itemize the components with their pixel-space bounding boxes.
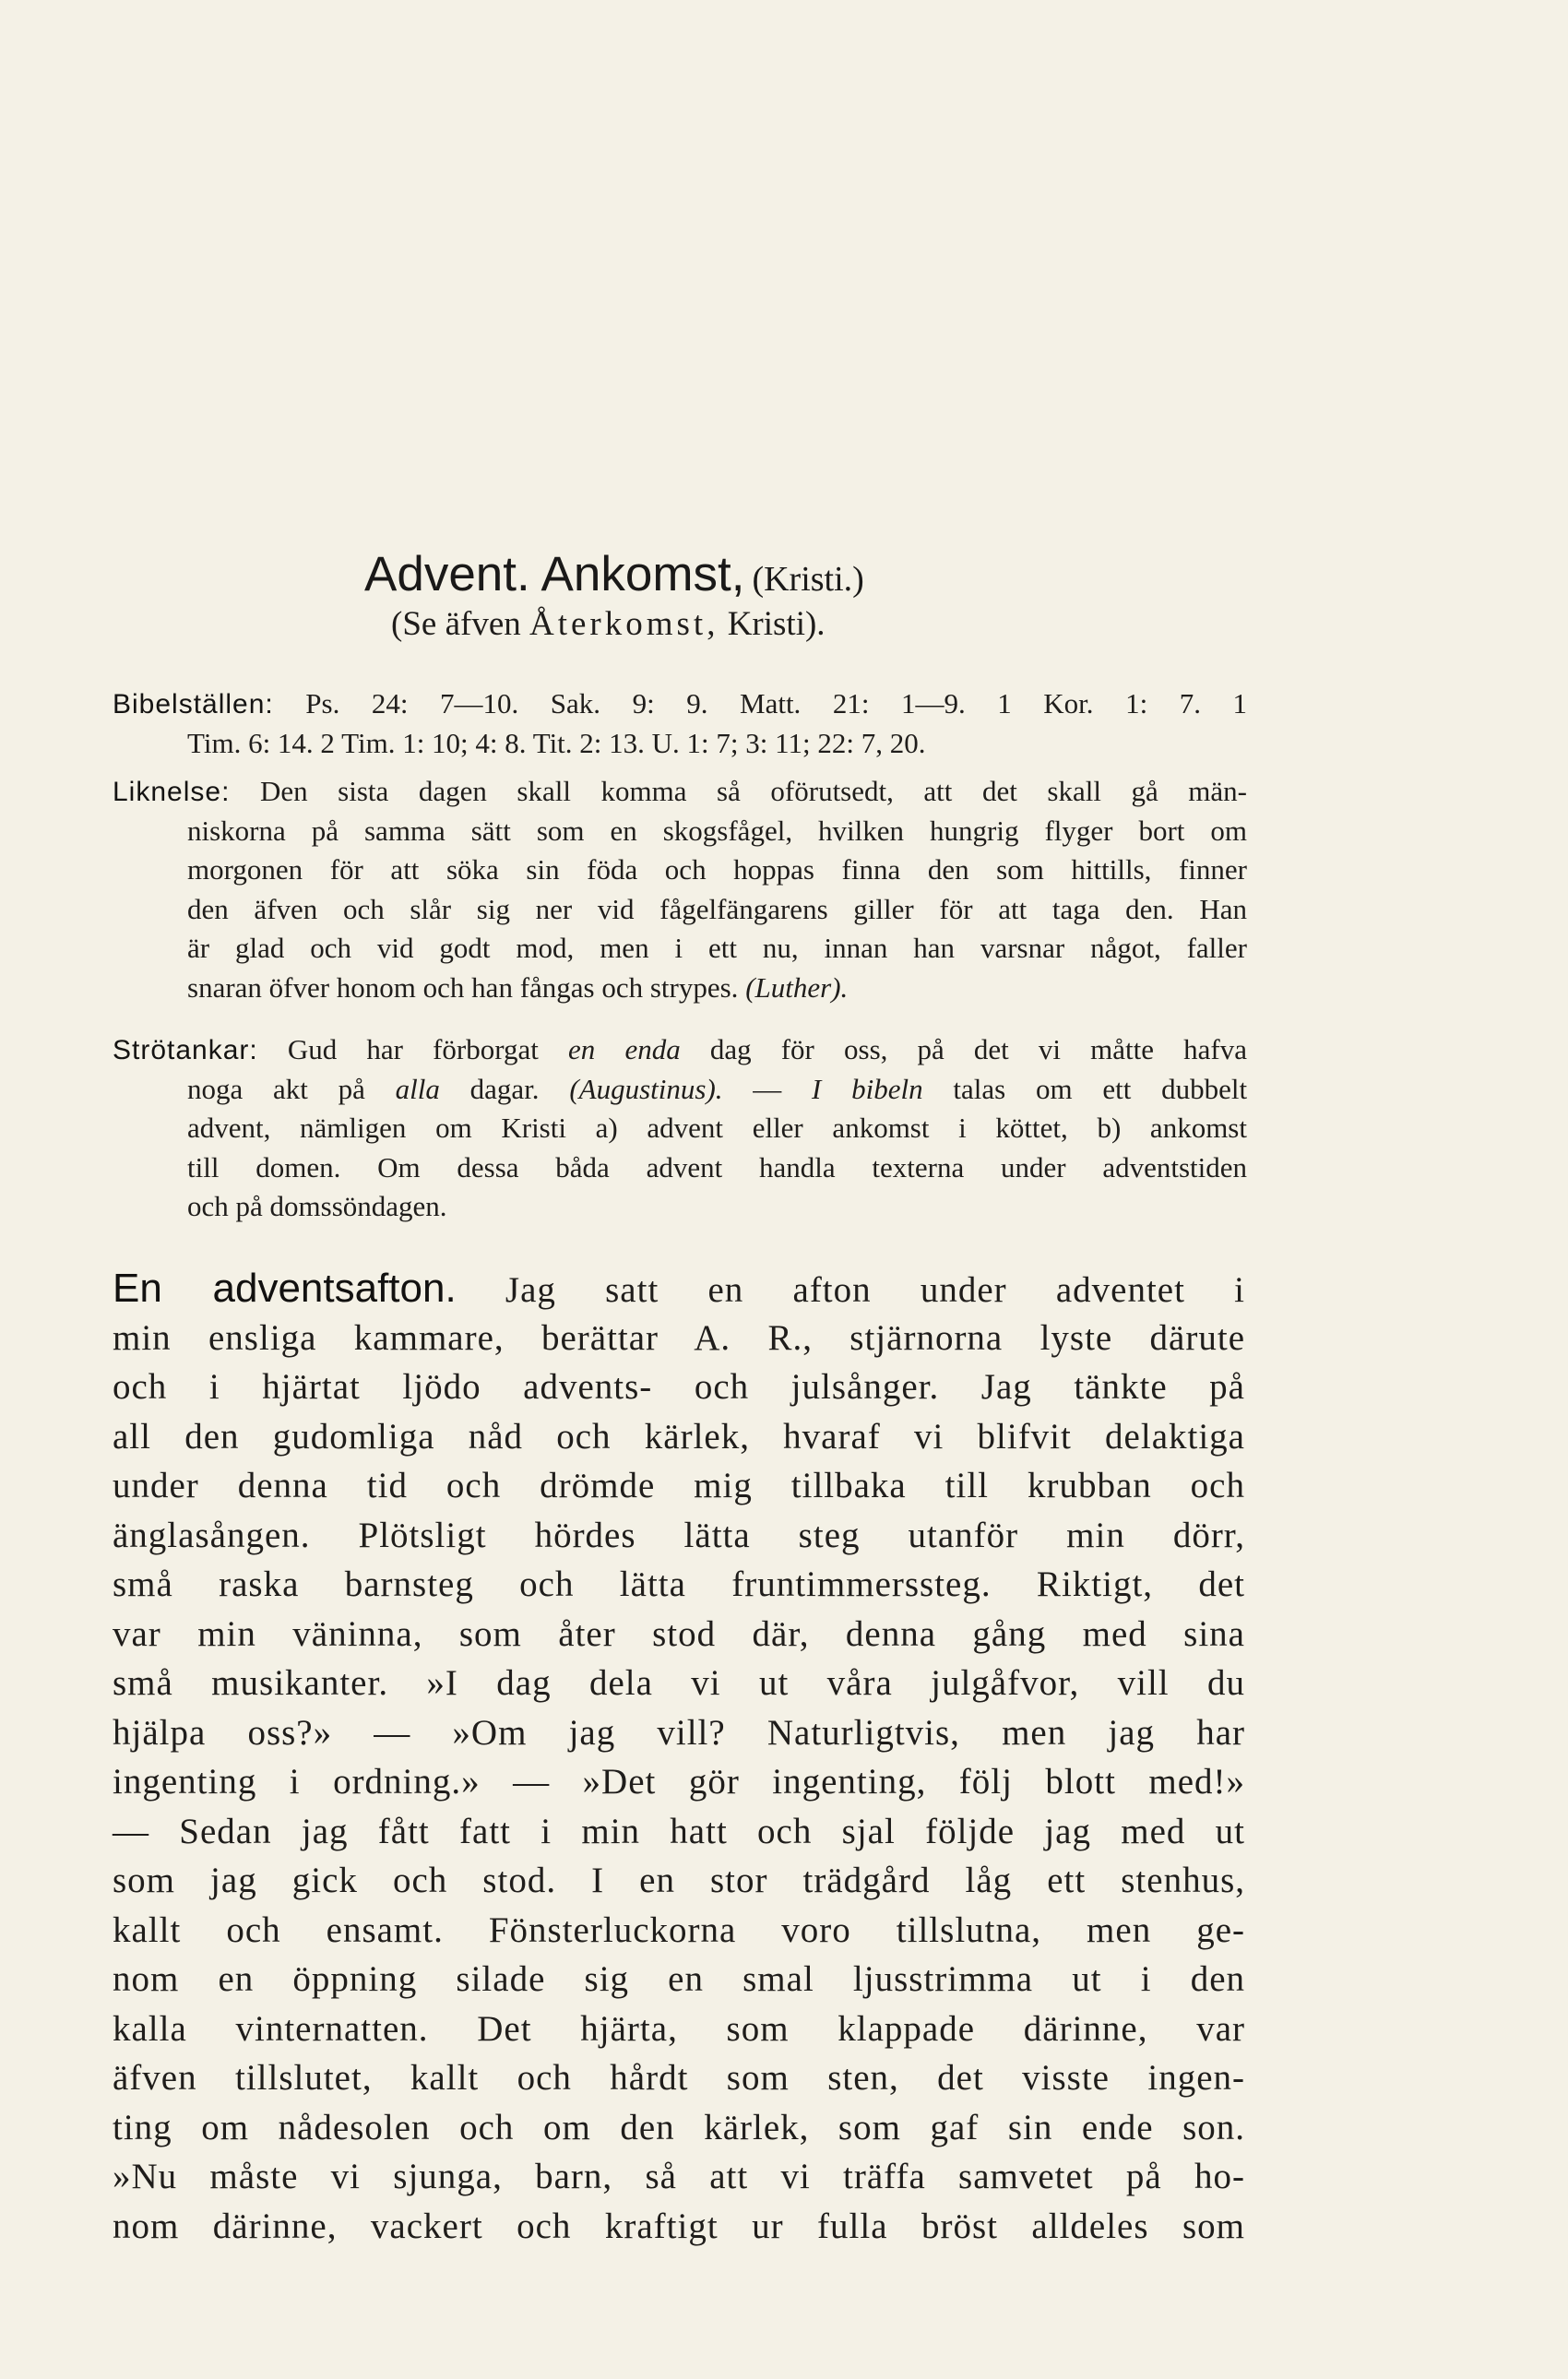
line-text: talas om ett dubbelt (953, 1072, 1248, 1105)
text-line: och på domssöndagen. (187, 1190, 447, 1222)
source-citation: (Augustinus). (569, 1072, 723, 1105)
text-line: ting om nådesolen och om den kärlek, som gaf sin ende son. (113, 2107, 1245, 2147)
text-line (113, 684, 1247, 724)
section-label: Liknelse: (113, 777, 231, 807)
text-line: morgonen för att söka sin föda och hoppas finna den som hittills, finner (187, 853, 1247, 886)
see-also-prefix: (Se äfven (391, 605, 521, 643)
text-line: min ensliga kammare, berättar A. R., stjärnorna lyste därute (113, 1317, 1245, 1358)
text-line: ingenting i ordning.» — »Det gör ingenting, följ blott med!» (113, 1762, 1245, 1802)
text-line: »Nu måste vi sjunga, barn, så att vi träffa samvetet på ho- (113, 2157, 1245, 2196)
text-line: — Sedan jag fått fatt i min hatt och sjal följde jag med ut (113, 1811, 1245, 1851)
text-line: kallt och ensamt. Fönsterluckorna voro tillslutna, men ge- (113, 1909, 1245, 1950)
section-label: Strötankar: (113, 1035, 258, 1065)
entry-title-main: Advent. Ankomst, (364, 547, 745, 601)
line-text: Gud har förborgat (287, 1033, 539, 1065)
text-line: är glad och vid godt mod, men i ett nu, innan han varsnar något, faller (187, 932, 1247, 964)
line-text: noga akt på (187, 1072, 365, 1105)
text-line: den äfven och slår sig ner vid fågelfängarens giller för att taga den. Han (187, 892, 1247, 925)
text-line: advent, nämligen om Kristi a) advent eller ankomst i köttet, b) ankomst (187, 1112, 1247, 1144)
line-text: Den sista dagen skall komma så oförutsedt, att det skall gå män- (259, 775, 1247, 807)
emphasis: en enda (568, 1033, 681, 1065)
text-line: var min väninna, som åter stod där, denna gång med sina (113, 1613, 1245, 1654)
text-line: änglasången. Plötsligt hördes lätta steg utanför min dörr, (113, 1515, 1245, 1555)
dash: — (753, 1072, 782, 1105)
section-label: Bibelställen: (113, 689, 274, 720)
line-text: dag för oss, på det vi måtte hafva (709, 1033, 1248, 1065)
text-line (113, 772, 1247, 812)
text-line: och i hjärtat ljödo advents- och julsånger. Jag tänkte på (113, 1367, 1245, 1407)
see-also-term: Återkomst, (529, 605, 719, 643)
text-line (113, 969, 1247, 1008)
text-line (113, 1030, 1247, 1070)
text-line: äfven tillslutet, kallt och hårdt som sten, det visste ingen- (113, 2058, 1245, 2098)
text-line: små raska barnsteg och lätta fruntimmerssteg. Riktigt, det (113, 1564, 1245, 1604)
line-text: dagar. (469, 1072, 540, 1105)
line-text: snaran öfver honom och han fångas och strypes. (187, 970, 739, 1004)
text-line: till domen. Om dessa båda advent handla texterna under adventstiden (187, 1150, 1247, 1184)
see-also-reference (391, 601, 826, 648)
text-line (113, 1070, 1247, 1110)
line-text: Jag satt en afton under adventet i (505, 1270, 1245, 1310)
section-strotankar (113, 1030, 1247, 1227)
text-line: under denna tid och drömde mig tillbaka till krubban och (113, 1466, 1245, 1505)
story-adventsafton (113, 1264, 1245, 2251)
section-liknelse (113, 772, 1247, 1007)
text-line: niskorna på samma sätt som en skogsfågel, hvilken hungrig flyger bort om (187, 814, 1247, 847)
text-line (113, 1264, 1245, 1314)
text-line: Tim. 6: 14. 2 Tim. 1: 10; 4: 8. Tit. 2: 13. U. 1: 7; 3: 11; 22: 7, 20. (187, 726, 926, 759)
text-line: nom en öppning silade sig en smal ljusstrimma ut i den (113, 1959, 1245, 1999)
text-line: kalla vinternatten. Det hjärta, som klappade därinne, var (113, 2008, 1245, 2049)
text-line: all den gudomliga nåd och kärlek, hvaraf vi blifvit delaktiga (113, 1416, 1245, 1457)
emphasis: alla (395, 1072, 440, 1105)
text-line: små musikanter. »I dag dela vi ut våra julgåfvor, vill du (113, 1663, 1245, 1703)
emphasis: I bibeln (812, 1072, 923, 1105)
see-also-suffix: Kristi). (727, 605, 826, 643)
story-heading: En adventsafton. (113, 1266, 457, 1311)
text-line: hjälpa oss?» — »Om jag vill? Naturligtvis, men jag har (113, 1712, 1245, 1753)
entry-title-paren: (Kristi.) (752, 560, 864, 599)
text-line: nom därinne, vackert och kraftigt ur fulla bröst alldeles som (113, 2206, 1245, 2246)
text-line: som jag gick och stod. I en stor trädgård låg ett stenhus, (113, 1861, 1245, 1900)
section-bibelstallen (113, 684, 1247, 763)
source-citation: (Luther). (745, 970, 849, 1004)
line-text: Ps. 24: 7—10. Sak. 9: 9. Matt. 21: 1—9. 1 Kor. 1: 7. 1 (305, 687, 1247, 720)
